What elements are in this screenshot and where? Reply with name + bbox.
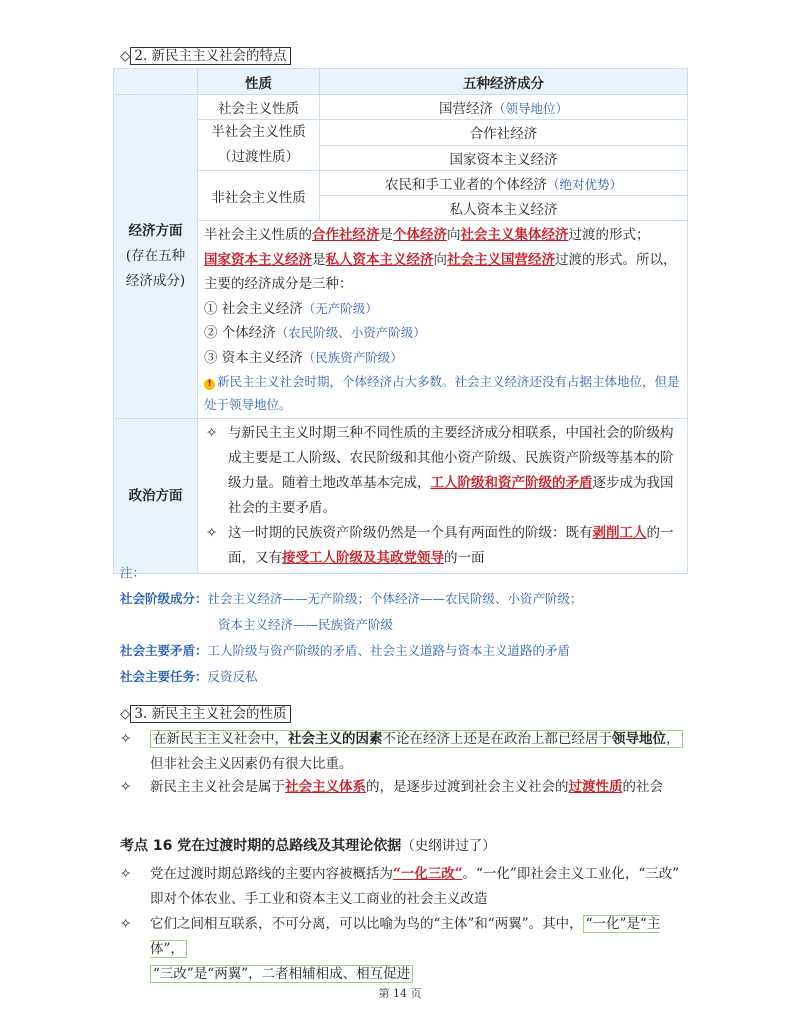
row-label-economy: 经济方面 (存在五种 经济成分) bbox=[114, 95, 198, 419]
header-nature: 性质 bbox=[198, 69, 320, 95]
kaodian-bullet-1: ✧ 党在过渡时期总路线的主要内容被概括为“一化三改”。“一化”即社会主义工业化，“三改” 即对个体农业、手工业和资本主义工商业的社会主义改造 bbox=[120, 862, 700, 912]
summary-item-2: ② 个体经济（农民阶级、小资产阶级） bbox=[204, 325, 426, 341]
economy-politics-table bbox=[113, 68, 688, 574]
economy-summary bbox=[198, 221, 688, 419]
component-state-economy: 国营经济（领导地位） bbox=[320, 95, 688, 120]
diamond-icon: ◇ bbox=[120, 706, 131, 722]
bullet-icon: ✧ bbox=[120, 866, 132, 882]
bullet-icon: ✧ bbox=[120, 779, 132, 795]
component-cooperative: 合作社经济 bbox=[320, 120, 688, 146]
kaodian-bullet-2: ✧ 它们之间相互联系，不可分离，可以比喻为鸟的“主体”和“两翼”。其中， “一化”是“主体”， “三改”是“两翼”，二者相辅相成、相互促进 bbox=[120, 912, 700, 962]
section-2-title: 2. 新民主主义社会的特点 bbox=[130, 47, 290, 65]
note-class-cont: 资本主义经济——民族资产阶级 bbox=[218, 617, 394, 632]
bullet-icon: ✧ bbox=[120, 916, 132, 932]
page-number: 第 14 页 bbox=[378, 987, 422, 1000]
component-state-capitalism: 国家资本主义经济 bbox=[320, 145, 688, 171]
section-2-heading bbox=[120, 46, 291, 66]
summary-line-1: 半社会主义性质的合作社经济是个体经济向社会主义集体经济过渡的形式； bbox=[204, 227, 650, 243]
component-private-capitalism: 私人资本主义经济 bbox=[320, 196, 688, 221]
section-3-heading bbox=[120, 704, 291, 724]
note-task: 社会主要任务：反资反私 bbox=[120, 669, 258, 684]
bullet-icon: ✧ bbox=[206, 525, 218, 541]
politics-bullet-2: ✧ 这一时期的民族资产阶级仍然是一个具有两面性的阶级：既有剥削工人的一面，又有接受工人阶级及其政党领导的一面 bbox=[204, 521, 681, 571]
summary-line-2: 国家资本主义经济是私人资本主义经济向社会主义国营经济过渡的形式。所以， bbox=[204, 251, 677, 268]
bullet-icon: ✧ bbox=[206, 425, 218, 441]
bullet-icon: ✧ bbox=[120, 731, 132, 747]
summary-warning: ! 新民主主义社会时期，个体经济占大多数。社会主义经济还没有占据主体地位，但是处于领导地位。 bbox=[204, 374, 680, 412]
section-3-bullet-1: ✧ 在新民主主义社会中，社会主义的因素不论在经济上还是在政治上都已经居于领导地位， 但非社会主义因素仍有很大比重。 bbox=[120, 727, 700, 777]
header-components: 五种经济成分 bbox=[320, 69, 688, 95]
diamond-icon: ◇ bbox=[120, 48, 131, 64]
component-individual: 农民和手工业者的个体经济（绝对优势） bbox=[320, 171, 688, 196]
summary-line-3: 主要的经济成分是三种： bbox=[204, 276, 353, 292]
nature-socialist: 社会主义性质 bbox=[198, 95, 320, 120]
note-class: 社会阶级成分：社会主义经济——无产阶级；个体经济——农民阶级、小资产阶级； bbox=[120, 591, 583, 606]
kaodian-16-heading: 考点 16 党在过渡时期的总路线及其理论依据（史纲讲过了） bbox=[120, 838, 496, 854]
table-corner bbox=[114, 69, 198, 95]
notes-head: 注： bbox=[120, 565, 146, 580]
nature-semi-socialist: 半社会主义性质 （过渡性质） bbox=[198, 120, 320, 171]
politics-content bbox=[198, 419, 688, 574]
note-contradiction: 社会主要矛盾：工人阶级与资产阶级的矛盾、社会主义道路与资本主义道路的矛盾 bbox=[120, 643, 571, 658]
row-label-politics: 政治方面 bbox=[114, 419, 198, 574]
summary-item-3: ③ 资本主义经济（民族资产阶级） bbox=[204, 349, 403, 366]
section-3-bullet-2: ✧ 新民主主义社会是属于社会主义体系的，是逐步过渡到社会主义社会的过渡性质的社会 bbox=[120, 775, 700, 800]
nature-non-socialist: 非社会主义性质 bbox=[198, 171, 320, 221]
summary-item-1: ① 社会主义经济（无产阶级） bbox=[204, 300, 378, 317]
notes-block bbox=[120, 560, 583, 690]
politics-bullet-1: ✧ 与新民主主义时期三种不同性质的主要经济成分相联系，中国社会的阶级构成主要是工人阶级、农民阶级和其他小资产阶级、民族资产阶级等基本的阶级力量。随着土地改革基本完成，工人阶级和资产阶级的矛盾逐步成为我国社会的主要矛盾。 bbox=[204, 421, 681, 521]
warning-icon: ! bbox=[204, 379, 215, 390]
section-3-title: 3. 新民主主义社会的性质 bbox=[130, 705, 290, 723]
